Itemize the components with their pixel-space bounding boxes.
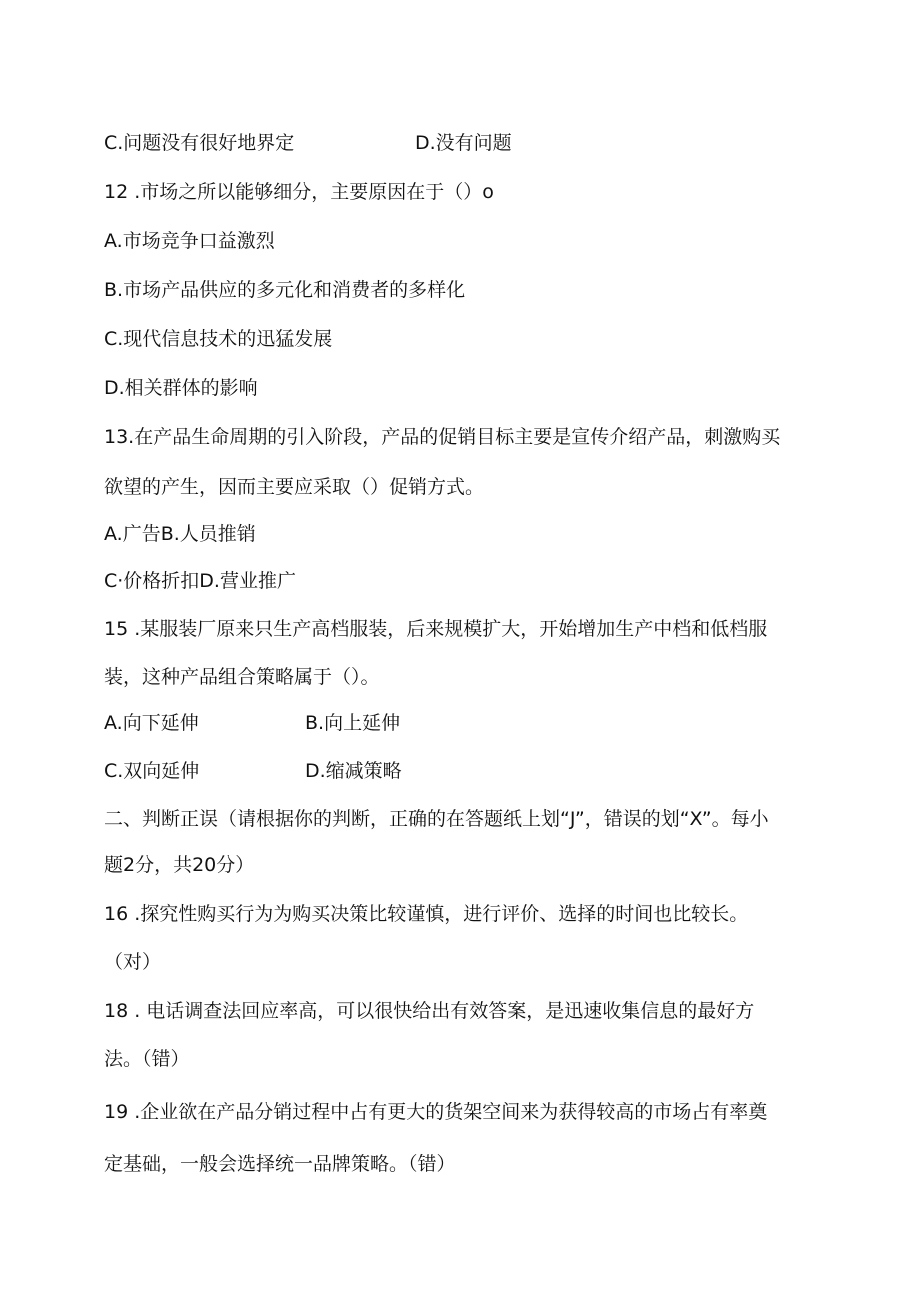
question-18-line1: 18 . 电话调查法回应率高，可以很快给出有效答案，是迅速收集信息的最好方	[104, 1000, 755, 1022]
question-16: 16 .探究性购买行为为购买决策比较谨慎，进行评价、选择的时间也比较长。	[104, 903, 749, 925]
question-19-line1: 19 .企业欲在产品分销过程中占有更大的货架空间来为获得较高的市场占有率奠	[104, 1101, 768, 1123]
options-cd-q13: C·价格折扣D.营业推广	[104, 570, 296, 592]
option-c-q11: C.问题没有很好地界定	[104, 132, 295, 154]
question-18-line2: 法。（错）	[104, 1048, 190, 1070]
question-13-line2: 欲望的产生，因而主要应采取（）促销方式。	[104, 476, 485, 498]
option-c-q15: C.双向延伸	[104, 760, 200, 782]
option-b-q15: B.向上延伸	[305, 712, 401, 734]
options-ab-q13: A.广告B.人员推销	[104, 523, 256, 545]
option-a-q15: A.向下延伸	[104, 712, 199, 734]
section-2-heading-line2: 题2分，共20分）	[104, 854, 255, 876]
question-13-line1: 13.在产品生命周期的引入阶段，产品的促销目标主要是宣传介绍产品，刺激购买	[104, 426, 781, 448]
question-19-line2: 定基础，一般会选择统一品牌策略。（错）	[104, 1153, 456, 1175]
question-15-line2: 装，这种产品组合策略属于（）。	[104, 666, 380, 688]
question-12: 12 .市场之所以能够细分，主要原因在于（）o	[104, 181, 494, 203]
option-d-q15: D.缩减策略	[305, 760, 402, 782]
section-2-heading-line1: 二、判断正误（请根据你的判断，正确的在答题纸上划“J”，错误的划“X”。每小	[104, 808, 769, 830]
option-d-q12: D.相关群体的影响	[104, 377, 258, 399]
option-b-q12: B.市场产品供应的多元化和消费者的多样化	[104, 279, 466, 301]
option-d-q11: D.没有问题	[415, 132, 512, 154]
question-15-line1: 15 .某服装厂原来只生产高档服装，后来规模扩大，开始增加生产中档和低档服	[104, 618, 768, 640]
option-a-q12: A.市场竞争口益激烈	[104, 230, 275, 252]
answer-16: （对）	[104, 951, 162, 973]
option-c-q12: C.现代信息技术的迅猛发展	[104, 328, 333, 350]
